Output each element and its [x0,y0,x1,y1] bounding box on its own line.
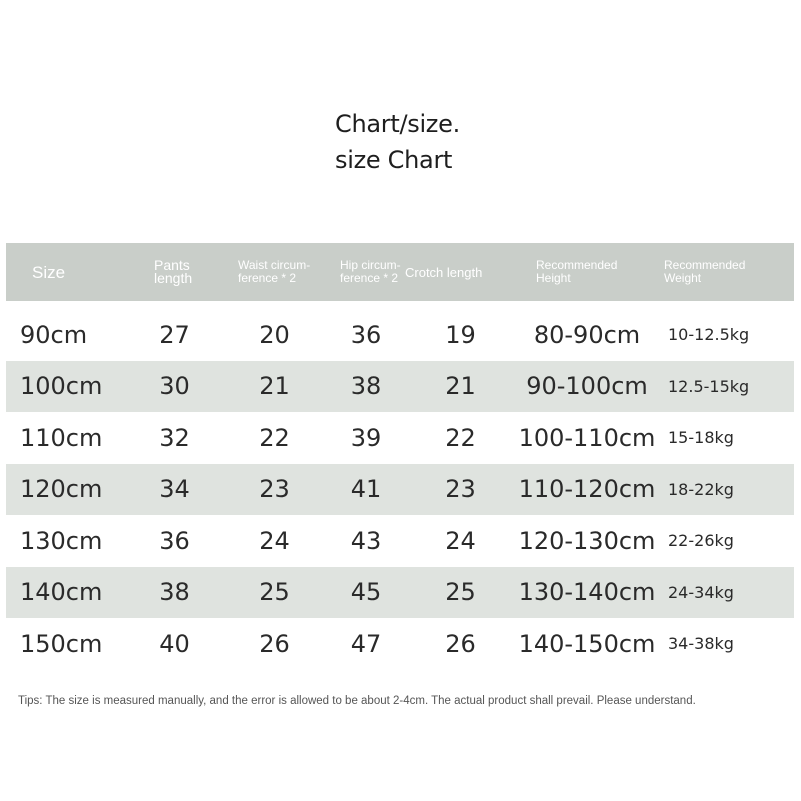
spacer-cell [6,301,794,309]
header-label: Weight [664,271,702,285]
table-cell: 25 [222,567,327,619]
header-recommended-weight [658,243,794,301]
table-cell: 18-22kg [658,464,794,516]
header-label: ference * 2 [340,271,399,285]
table-cell: 22 [445,423,476,452]
table-cell: 47 [350,629,382,658]
table-cell: 36 [159,526,190,555]
chart-title [335,106,460,178]
table-cell: 26 [259,629,290,658]
table-cell: 34 [127,464,222,516]
table-cell: 100-110cm [518,423,656,452]
header-label: length [154,270,193,286]
table-cell: 30 [127,361,222,413]
table-cell: 22 [259,423,290,452]
header-crotch-length [405,243,516,301]
table-cell: 12.5-15kg [658,361,794,413]
table-row [6,567,794,619]
table-row [6,309,794,361]
table-row [6,618,794,670]
header-row [6,243,794,301]
table-cell: 40 [159,629,190,658]
header-pants-length [127,243,222,301]
table-cell: 36 [350,320,382,349]
header-label: ference * 2 [238,271,297,285]
table-cell: 45 [327,567,405,619]
table-cell: 19 [445,320,476,349]
table-cell: 120-130cm [518,526,656,555]
table-cell: 38 [327,361,405,413]
table-row [6,515,794,567]
table-cell: 20 [259,320,290,349]
header-label: Waist circum- [238,258,311,272]
table-cell: 43 [350,526,382,555]
table-cell: 90-100cm [516,361,658,413]
table-cell: 130cm [20,526,103,555]
header-waist [222,243,327,301]
table-row [6,464,794,516]
table-cell: 10-12.5kg [668,325,750,345]
table-row [6,412,794,464]
tips-note: Tips: The size is measured manually, and the error is allowed to be about 2-4cm. The actual product shall prevail. Please understand. [18,695,696,707]
header-recommended-height [516,243,658,301]
table-cell: 140cm [6,567,127,619]
table-cell: 130-140cm [516,567,658,619]
table-cell: 22-26kg [668,531,734,551]
table-cell: 21 [222,361,327,413]
header-label: Height [536,271,571,285]
table-cell: 41 [327,464,405,516]
header-label: Size [32,262,66,282]
table-cell: 110cm [20,423,103,452]
table-cell: 27 [159,320,190,349]
title-line-1: Chart/size. [335,110,460,138]
table-cell: 23 [405,464,516,516]
table-cell: 34-38kg [668,634,734,654]
table-cell: 150cm [20,629,103,658]
table-cell: 24 [445,526,476,555]
table-row [6,361,794,413]
header-label: Recommended [536,258,618,272]
table-cell: 25 [405,567,516,619]
header-label: Pants [154,257,190,273]
table-cell: 32 [159,423,190,452]
table-cell: 80-90cm [533,320,641,349]
table-cell: 120cm [6,464,127,516]
header-label: Recommended [664,258,746,272]
table-cell: 26 [445,629,476,658]
table-cell: 24 [259,526,290,555]
title-line-2: size Chart [335,146,453,174]
table-cell: 15-18kg [668,428,734,448]
header-label: Crotch length [405,264,483,280]
table-cell: 140-150cm [518,629,656,658]
table-cell: 23 [222,464,327,516]
table-cell: 90cm [20,320,88,349]
table-cell: 38 [127,567,222,619]
header-label: Hip circum- [340,258,401,272]
table-cell: 21 [405,361,516,413]
table-cell: 24-34kg [658,567,794,619]
header-size [6,243,127,301]
size-chart-table [6,243,794,670]
table-cell: 100cm [6,361,127,413]
table-cell: 39 [350,423,382,452]
table-cell: 110-120cm [516,464,658,516]
header-spacer [6,301,794,309]
header-hip [327,243,405,301]
